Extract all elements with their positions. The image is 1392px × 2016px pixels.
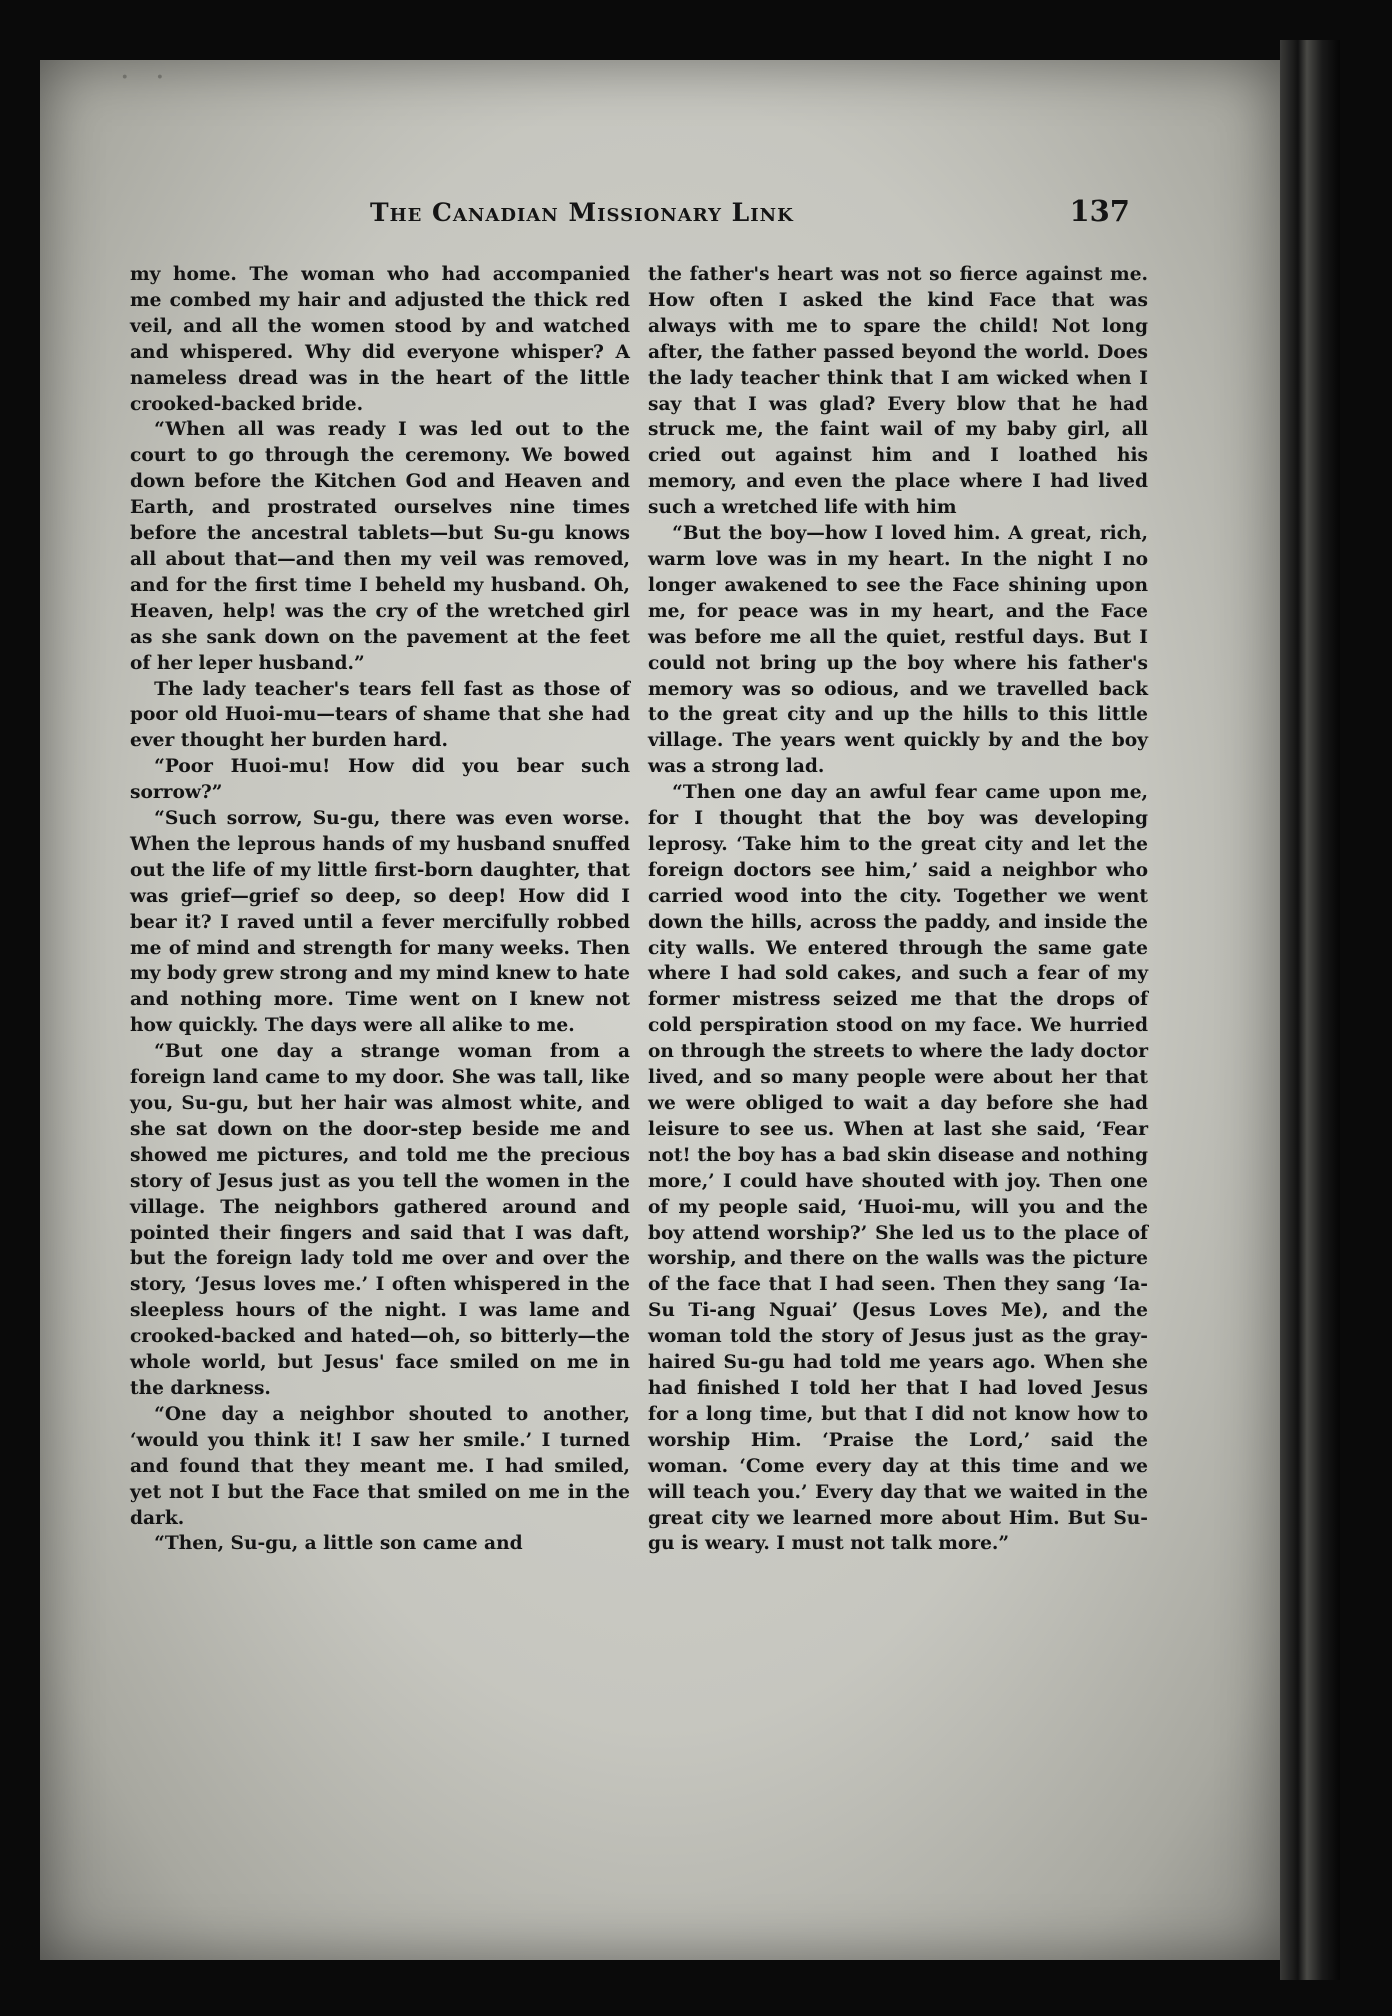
paragraph: “Such sorrow, Su-gu, there was even worse. When the leprous hands of my husband snuffed out the life of my little first-born daughter, that was grief—grief so deep, so deep! How did I bear it? I raved until a fever mercifully robbed me of mind and strength for many weeks. Then my body grew strong and my mind knew to hate and nothing more. Time went on I knew not how quickly. The days were all alike to me. bbox=[130, 808, 630, 1037]
paragraph: the father's heart was not so fierce against me. How often I asked the kind Face that was always with me to spare the child! Not long after, the father passed beyond the world. Does the lady teacher think that I am wicked when I say that I was glad? Every blow that he had struck me, the faint wail of my baby girl, all cried out against him and I loathed his memory, and even the place where I had lived such a wretched life with him bbox=[648, 264, 1148, 519]
paragraph: “But the boy—how I loved him. A great, rich, warm love was in my heart. In the night I no longer awakened to see the Face shining upon me, for peace was in my heart, and the Face was before me all the quiet, restful days. But I could not bring up the boy where his father's memory was so odious, and we travelled back to the great city and up the hills to this little village. The years went quickly by and the boy was a strong lad. bbox=[648, 523, 1148, 778]
page-smudge-mark: · · bbox=[120, 60, 173, 95]
running-title: The Canadian Missionary Link bbox=[370, 198, 794, 227]
paragraph: my home. The woman who had accompanied me combed my hair and adjusted the thick red veil, and all the women stood by and watched and whispered. Why did everyone whisper? A nameless dread was in the heart of the little crooked-backed bride. bbox=[130, 264, 630, 415]
paragraph: The lady teacher's tears fell fast as those of poor old Huoi-mu—tears of shame that she had ever thought her burden hard. bbox=[130, 678, 630, 752]
paragraph: “But one day a strange woman from a foreign land came to my door. She was tall, like you, Su-gu, but her hair was almost white, and she sat down on the door-step beside me and showed me pictures, and told me the precious story of Jesus just as you tell the women in the village. The neighbors gathered around and pointed their fingers and said that I was daft, but the foreign lady told me over and over the story, ‘Jesus loves me.’ I often whispered in the sleepless hours of the night. I was lame and crooked-backed and hated—oh, so bitterly—the whole world, but Jesus' face smiled on me in the darkness. bbox=[130, 1041, 630, 1399]
paragraph: “Then one day an awful fear came upon me, for I thought that the boy was developing leprosy. ‘Take him to the great city and let the foreign doctors see him,’ said a neighbor who carried wood into the city. Together we went down the hills, across the paddy, and inside the city walls. We entered through the same gate where I had sold cakes, and such a fear of my former mistress seized me that the drops of cold perspiration stood on my face. We hurried on through the streets to where the lady doctor lived, and so many people were about her that we were obliged to wait a day before she had leisure to see us. When at last she said, ‘Fear not! the boy has a bad skin disease and nothing more,’ I could have shouted with joy. Then one of my people said, ‘Huoi-mu, will you and the boy attend worship?’ She led us to the place of worship, and there on the walls was the picture of the face that I had seen. Then they sang ‘Ia-Su Ti-ang Nguai’ (Jesus Loves Me), and the woman told the story of Jesus just as the gray-haired Su-gu had told me years ago. When she had finished I told her that I had loved Jesus for a long time, but that I did not know how to worship Him. ‘Praise the Lord,’ said the woman. ‘Come every day at this time and we will teach you.’ Every day that we waited in the great city we learned more about Him. But Su-gu is weary. I must not talk more.” bbox=[648, 782, 1148, 1555]
paragraph: “Poor Huoi-mu! How did you bear such sorrow?” bbox=[130, 756, 630, 804]
paragraph: “One day a neighbor shouted to another, ‘would you think it! I saw her smile.’ I turned and found that they meant me. I had smiled, yet not I but the Face that smiled on me in the dark. bbox=[130, 1403, 630, 1529]
paragraph: “When all was ready I was led out to the court to go through the ceremony. We bowed down before the Kitchen God and Heaven and Earth, and prostrated ourselves nine times before the ancestral tablets—but Su-gu knows all about that—and then my veil was removed, and for the first time I beheld my husband. Oh, Heaven, help! was the cry of the wretched girl as she sank down on the pavement at the feet of her leper husband.” bbox=[130, 419, 630, 674]
book-binding-edge bbox=[1280, 40, 1340, 1980]
right-text-column bbox=[648, 262, 1148, 1557]
paragraph: “Then, Su-gu, a little son came and bbox=[154, 1533, 523, 1555]
left-text-column bbox=[130, 262, 630, 1557]
page-number: 137 bbox=[1069, 194, 1130, 228]
page-header bbox=[100, 194, 1140, 238]
